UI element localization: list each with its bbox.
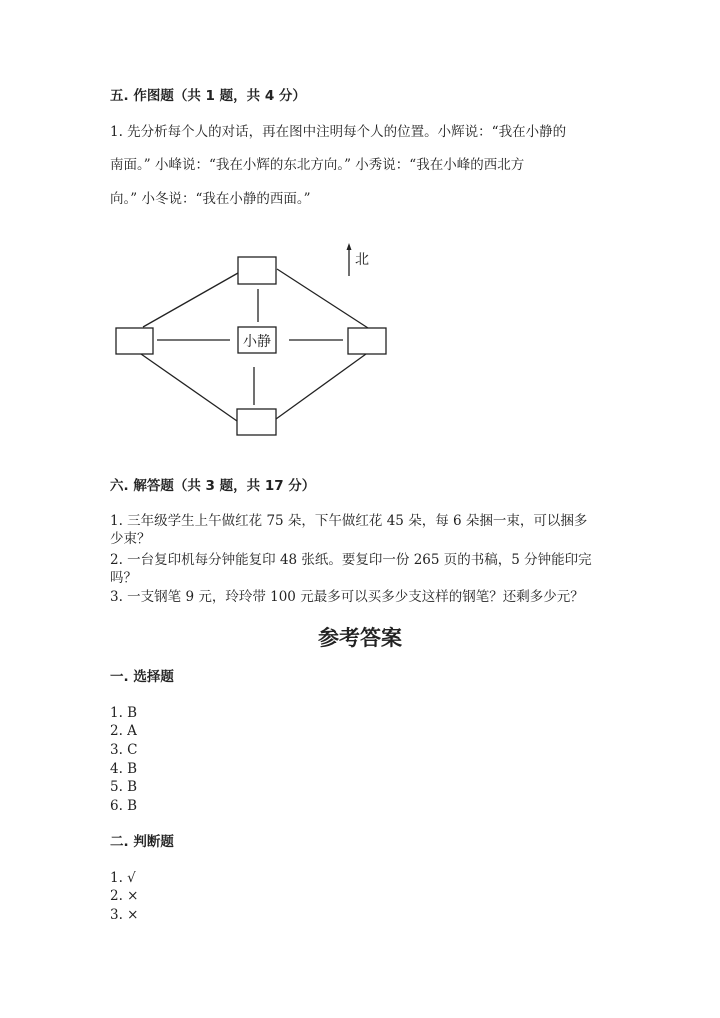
question-line: 1. 三年级学生上午做红花 75 朵，下午做红花 45 朵，每 6 朵捆一束，可以捆多: [110, 513, 588, 529]
section5-heading: 五. 作图题（共 1 题，共 4 分）: [110, 88, 306, 104]
answer-item: 1. √: [110, 870, 136, 886]
connector-line: [276, 354, 366, 419]
answer-item: 3. C: [110, 742, 138, 758]
question-line: 2. 一台复印机每分钟能复印 48 张纸。要复印一份 265 页的书稿，5 分钟能印完: [110, 552, 592, 568]
question-line: 1. 先分析每个人的对话，再在图中注明每个人的位置。小辉说：“我在小静的: [110, 124, 567, 140]
section6-heading: 六. 解答题（共 3 题，共 17 分）: [110, 478, 316, 494]
box-north: [238, 257, 276, 284]
question-line: 3. 一支钢笔 9 元，玲玲带 100 元最多可以买多少支这样的钢笔？还剩多少元？: [110, 589, 584, 605]
question-line: 少束？: [110, 531, 151, 547]
answer-item: 2. A: [110, 723, 137, 739]
answer-item: 1. B: [110, 705, 138, 721]
box-west: [116, 328, 153, 354]
answer-item: 6. B: [110, 798, 138, 814]
question-line: 南面。” 小峰说：“我在小辉的东北方向。” 小秀说：“我在小峰的西北方: [110, 157, 525, 173]
question-line: 吗？: [110, 570, 137, 586]
answers-title: 参考答案: [318, 626, 402, 650]
answer-item: 2. ×: [110, 888, 139, 904]
connector-line: [277, 269, 368, 328]
answers-part2-heading: 二. 判断题: [110, 834, 174, 850]
answer-item: 5. B: [110, 779, 138, 795]
center-label: 小静: [243, 334, 271, 350]
question-line: 向。” 小冬说：“我在小静的西面。”: [110, 191, 311, 207]
box-east: [348, 328, 386, 354]
answer-item: 3. ×: [110, 907, 139, 923]
north-arrowhead-icon: [347, 243, 352, 250]
answer-item: 4. B: [110, 761, 138, 777]
connector-line: [141, 354, 237, 421]
connector-line: [143, 273, 238, 327]
box-south: [237, 409, 276, 435]
answers-part1-heading: 一. 选择题: [110, 669, 174, 685]
north-label: 北: [355, 252, 369, 268]
